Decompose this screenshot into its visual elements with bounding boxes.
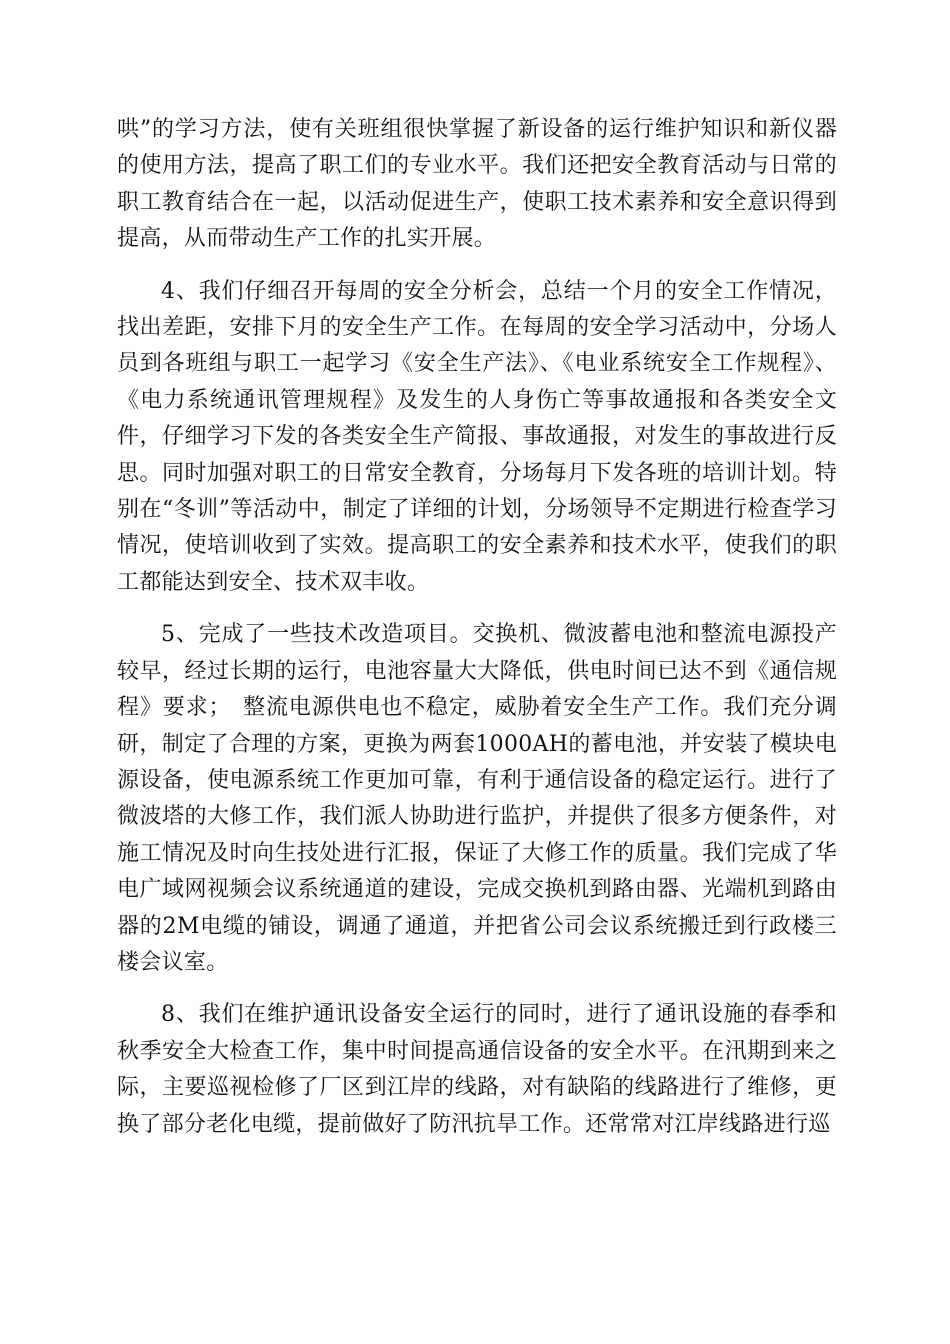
paragraph-item-4: 4、我们仔细召开每周的安全分析会，总结一个月的安全工作情况，找出差距，安排下月的安全生产工作。在每周的安全学习活动中，分场人员到各班组与职工一起学习《安全生产法》、《电业系统安全工作规程》、《电力系统通讯管理规程》及发生的人身伤亡等事故通报和各类安全文件，仔细学习下发的各类安全生产简报、事故通报，对发生的事故进行反思。同时加强对职工的日常安全教育，分场每月下发各班的培训计划。特别在“冬训”等活动中，制定了详细的计划，分场领导不定期进行检查学习情况，使培训收到了实效。提高职工的安全素养和技术水平，使我们的职工都能达到安全、技术双丰收。 [117, 278, 837, 595]
paragraph-item-5: 5、完成了一些技术改造项目。交换机、微波蓄电池和整流电源投产较早，经过长期的运行，电池容量大大降低，供电时间已达不到《通信规程》要求； 整流电源供电也不稳定，威胁着安全生产工作。我们充分调研，制定了合理的方案，更换为两套1000AH的蓄电池，并安装了模块电源设备，使电源系统工作更加可靠，有利于通信设备的稳定运行。进行了微波塔的大修工作，我们派人协助进行监护，并提供了很多方便条件，对施工情况及时向生技处进行汇报，保证了大修工作的质量。我们完成了华电广域网视频会议系统通道的建设，完成交换机到路由器、光端机到路由器的2M电缆的铺设，调通了通道，并把省公司会议系统搬迁到行政楼三楼会议室。 [117, 622, 837, 975]
paragraph-item-8: 8、我们在维护通讯设备安全运行的同时，进行了通讯设施的春季和秋季安全大检查工作，集中时间提高通信设备的安全水平。在汛期到来之际，主要巡视检修了厂区到江岸的线路，对有缺陷的线路进行了维修，更换了部分老化电缆，提前做好了防汛抗旱工作。还常常对江岸线路进行巡 [117, 1002, 837, 1137]
paragraph-continuation: 哄”的学习方法，使有关班组很快掌握了新设备的运行维护知识和新仪器的使用方法，提高了职工们的专业水平。我们还把安全教育活动与日常的职工教育结合在一起，以活动促进生产，使职工技术素养和安全意识得到提高，从而带动生产工作的扎实开展。 [117, 117, 837, 252]
document-body [117, 112, 837, 1159]
